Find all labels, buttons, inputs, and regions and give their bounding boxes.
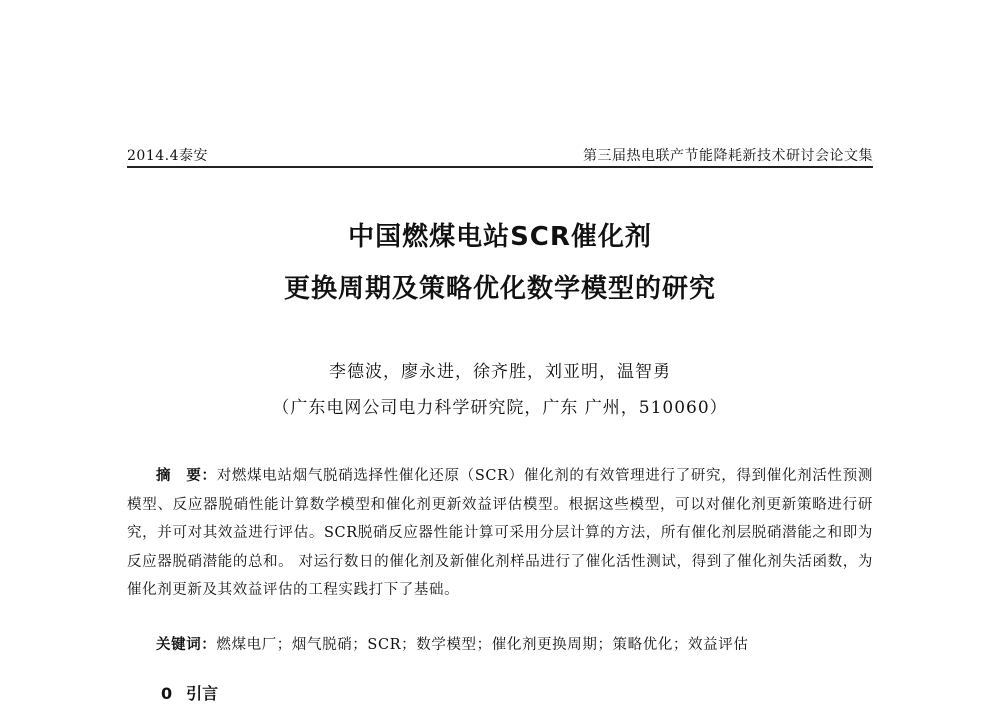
header-proceedings-title: 第三届热电联产节能降耗新技术研讨会论文集 [583, 148, 873, 164]
keywords-text: 燃煤电厂；烟气脱硝；SCR；数学模型；催化剂更换周期；策略优化；效益评估 [216, 637, 749, 653]
section-number: 0 [161, 684, 173, 703]
running-header [127, 144, 873, 168]
header-date-location: 2014.4泰安 [127, 148, 208, 164]
keywords-label: 关键词： [156, 637, 217, 653]
author-affiliation: （广东电网公司电力科学研究院，广东 广州，510060） [272, 398, 728, 418]
paper-title-line-2: 更换周期及策略优化数学模型的研究 [283, 274, 716, 304]
abstract-text: 对燃煤电站烟气脱硝选择性催化还原（SCR）催化剂的有效管理进行了研究，得到催化剂活性预测模型、反应器脱硝性能计算数学模型和催化剂更新效益评估模型。根据这些模型，可以对催化剂更新策略进行研究，并可对其效益进行评估。SCR脱硝反应器性能计算可采用分层计算的方法，所有催化剂层脱硝潜能之和即为反应器脱硝潜能的总和。 对运行数日的催化剂及新催化剂样品进行了催化活性测试，得到了催化剂失活函数，为催化剂更新及其效益评估的工程实践打下了基础。 [127, 468, 873, 598]
abstract-label: 摘 要： [156, 468, 217, 484]
paper-title-line-1: 中国燃煤电站SCR催化剂 [348, 222, 652, 252]
author-list: 李德波，廖永进，徐齐胜，刘亚明，温智勇 [329, 362, 671, 382]
keywords [127, 633, 873, 654]
section-title: 引言 [186, 684, 219, 703]
abstract [127, 462, 873, 605]
section-heading [161, 681, 218, 704]
